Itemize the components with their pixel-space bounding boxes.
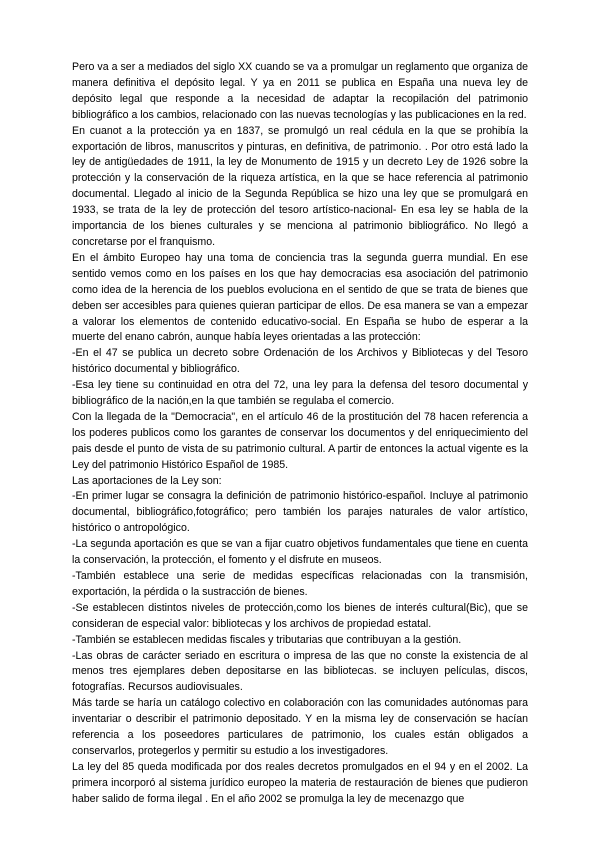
paragraph-aportacion-obras-seriadas: -Las obras de carácter seriado en escritura o impresa de las que no conste la existencia de al menos tres ejemplares deben depositarse en las bibliotecas. se incluyen películas, discos, fotografías. Recursos audiovisuales.: [72, 649, 528, 694]
paragraph-aportacion-definicion: -En primer lugar se consagra la definición de patrimonio histórico-español. Incluye al patrimonio documental, bibliográfico,fotográfico; pero también los parajes naturales de valor artístico, histórico o antropológico.: [72, 490, 528, 535]
paragraph-aportacion-fiscales: -También se establecen medidas fiscales y tributarias que contribuyan a la gestión.: [72, 633, 462, 646]
paragraph-aportacion-medidas: -También establece una serie de medidas específicas relacionadas con la transmisión, exportación, la pérdida o la sustracción de bienes.: [72, 570, 528, 598]
paragraph-democracia: Con la llegada de la "Democracia", en el artículo 46 de la prostitución del 78 hacen referencia a los poderes publicos como los garantes de conservar los documentos y del enriquecimiento del pais desde el punto de vista de su patrimonio cultural. A partir de entonces la actual vigente es la Ley del patrimonio Histórico Español de 1985.: [72, 410, 528, 471]
paragraph-decreto-47: -En el 47 se publica un decreto sobre Ordenación de los Archivos y Bibliotecas y del Tesoro histórico documental y bibliográfico.: [72, 347, 528, 376]
paragraph-aportacion-objetivos: -La segunda aportación es que se van a fijar cuatro objetivos fundamentales que tiene en cuenta la conservación, la protección, el fomento y el disfrute en museos.: [72, 538, 528, 567]
document-page: [72, 60, 528, 808]
paragraph-ley-85-modificada: La ley del 85 queda modificada por dos reales decretos promulgados en el 94 y en el 2002. La primera incorporó al sistema jurídico europeo la materia de restauración de bienes que pudieron haber salido de forma ilegal . En el año 2002 se promulga la ley de mecenazgo que: [72, 760, 528, 805]
paragraph-aportaciones-heading: Las aportaciones de la Ley son:: [72, 474, 222, 487]
paragraph-ambito-europeo: En el ámbito Europeo hay una toma de conciencia tras la segunda guerra mundial. En ese sentido vemos como en los países en los que hay democracias esa asociación del patrimonio como idea de la herencia de los pueblos evoluciona en el sentido de que se trata de bienes que deben ser accesibles para quienes quieran participar de ellos. De esa manera se van a empezar a valorar los elementos de contenido educativo-social. En España se hubo de esperar a la muerte del enano cabrón, aunque había leyes orientadas a las protección:: [72, 251, 528, 344]
paragraph-ley-72: -Esa ley tiene su continuidad en otra del 72, una ley para la defensa del tesoro documental y bibliográfico de la nación,en la que también se regulaba el comercio.: [72, 379, 528, 408]
paragraph-catalogo-colectivo: Más tarde se haría un catálogo colectivo en colaboración con las comunidades autónomas para inventariar o describir el patrimonio depositado. Y en la misma ley de conservación se hacían referencia a los poseedores particulares de patrimonio, los cuales están obligados a conservarlos, protegerlos y permitir su estudio a los investigadores.: [72, 697, 528, 757]
paragraph-proteccion-historica: En cuanot a la protección ya en 1837, se promulgó un real cédula en la que se prohibía la exportación de libros, manuscritos y pinturas, en definitiva, de patrimonio. . Por otro está lado la ley de antigüedades de 1911, la ley de Monumento de 1915 y un decreto Ley de 1926 sobre la protección y la conservación de la riqueza artística, en la que se hace referencia al patrimonio documental. Llegado al inicio de la Segunda República se hizo una ley que se promulgará en 1933, se trata de la ley de protección del tesoro artístico-nacional- En esa ley se habla de la importancia de los bienes culturales y se menciona al patrimonio bibliográfico. No llegó a concretarse por el franquismo.: [72, 124, 528, 248]
paragraph-deposito-legal: Pero va a ser a mediados del siglo XX cuando se va a promulgar un reglamento que organiza de manera definitiva el depósito legal. Y ya en 2011 se publica en España una nueva ley de depósito legal que responde a la necesidad de adaptar la recopilación del patrimonio bibliográfico a los cambios, relacionado con las nuevas tecnologías y las publicaciones en la red.: [72, 61, 528, 121]
paragraph-aportacion-niveles: -Se establecen distintos niveles de protección,como los bienes de interés cultural(Bic), que se consideran de especial valor: bibliotecas y los archivos de propiedad estatal.: [72, 601, 528, 630]
